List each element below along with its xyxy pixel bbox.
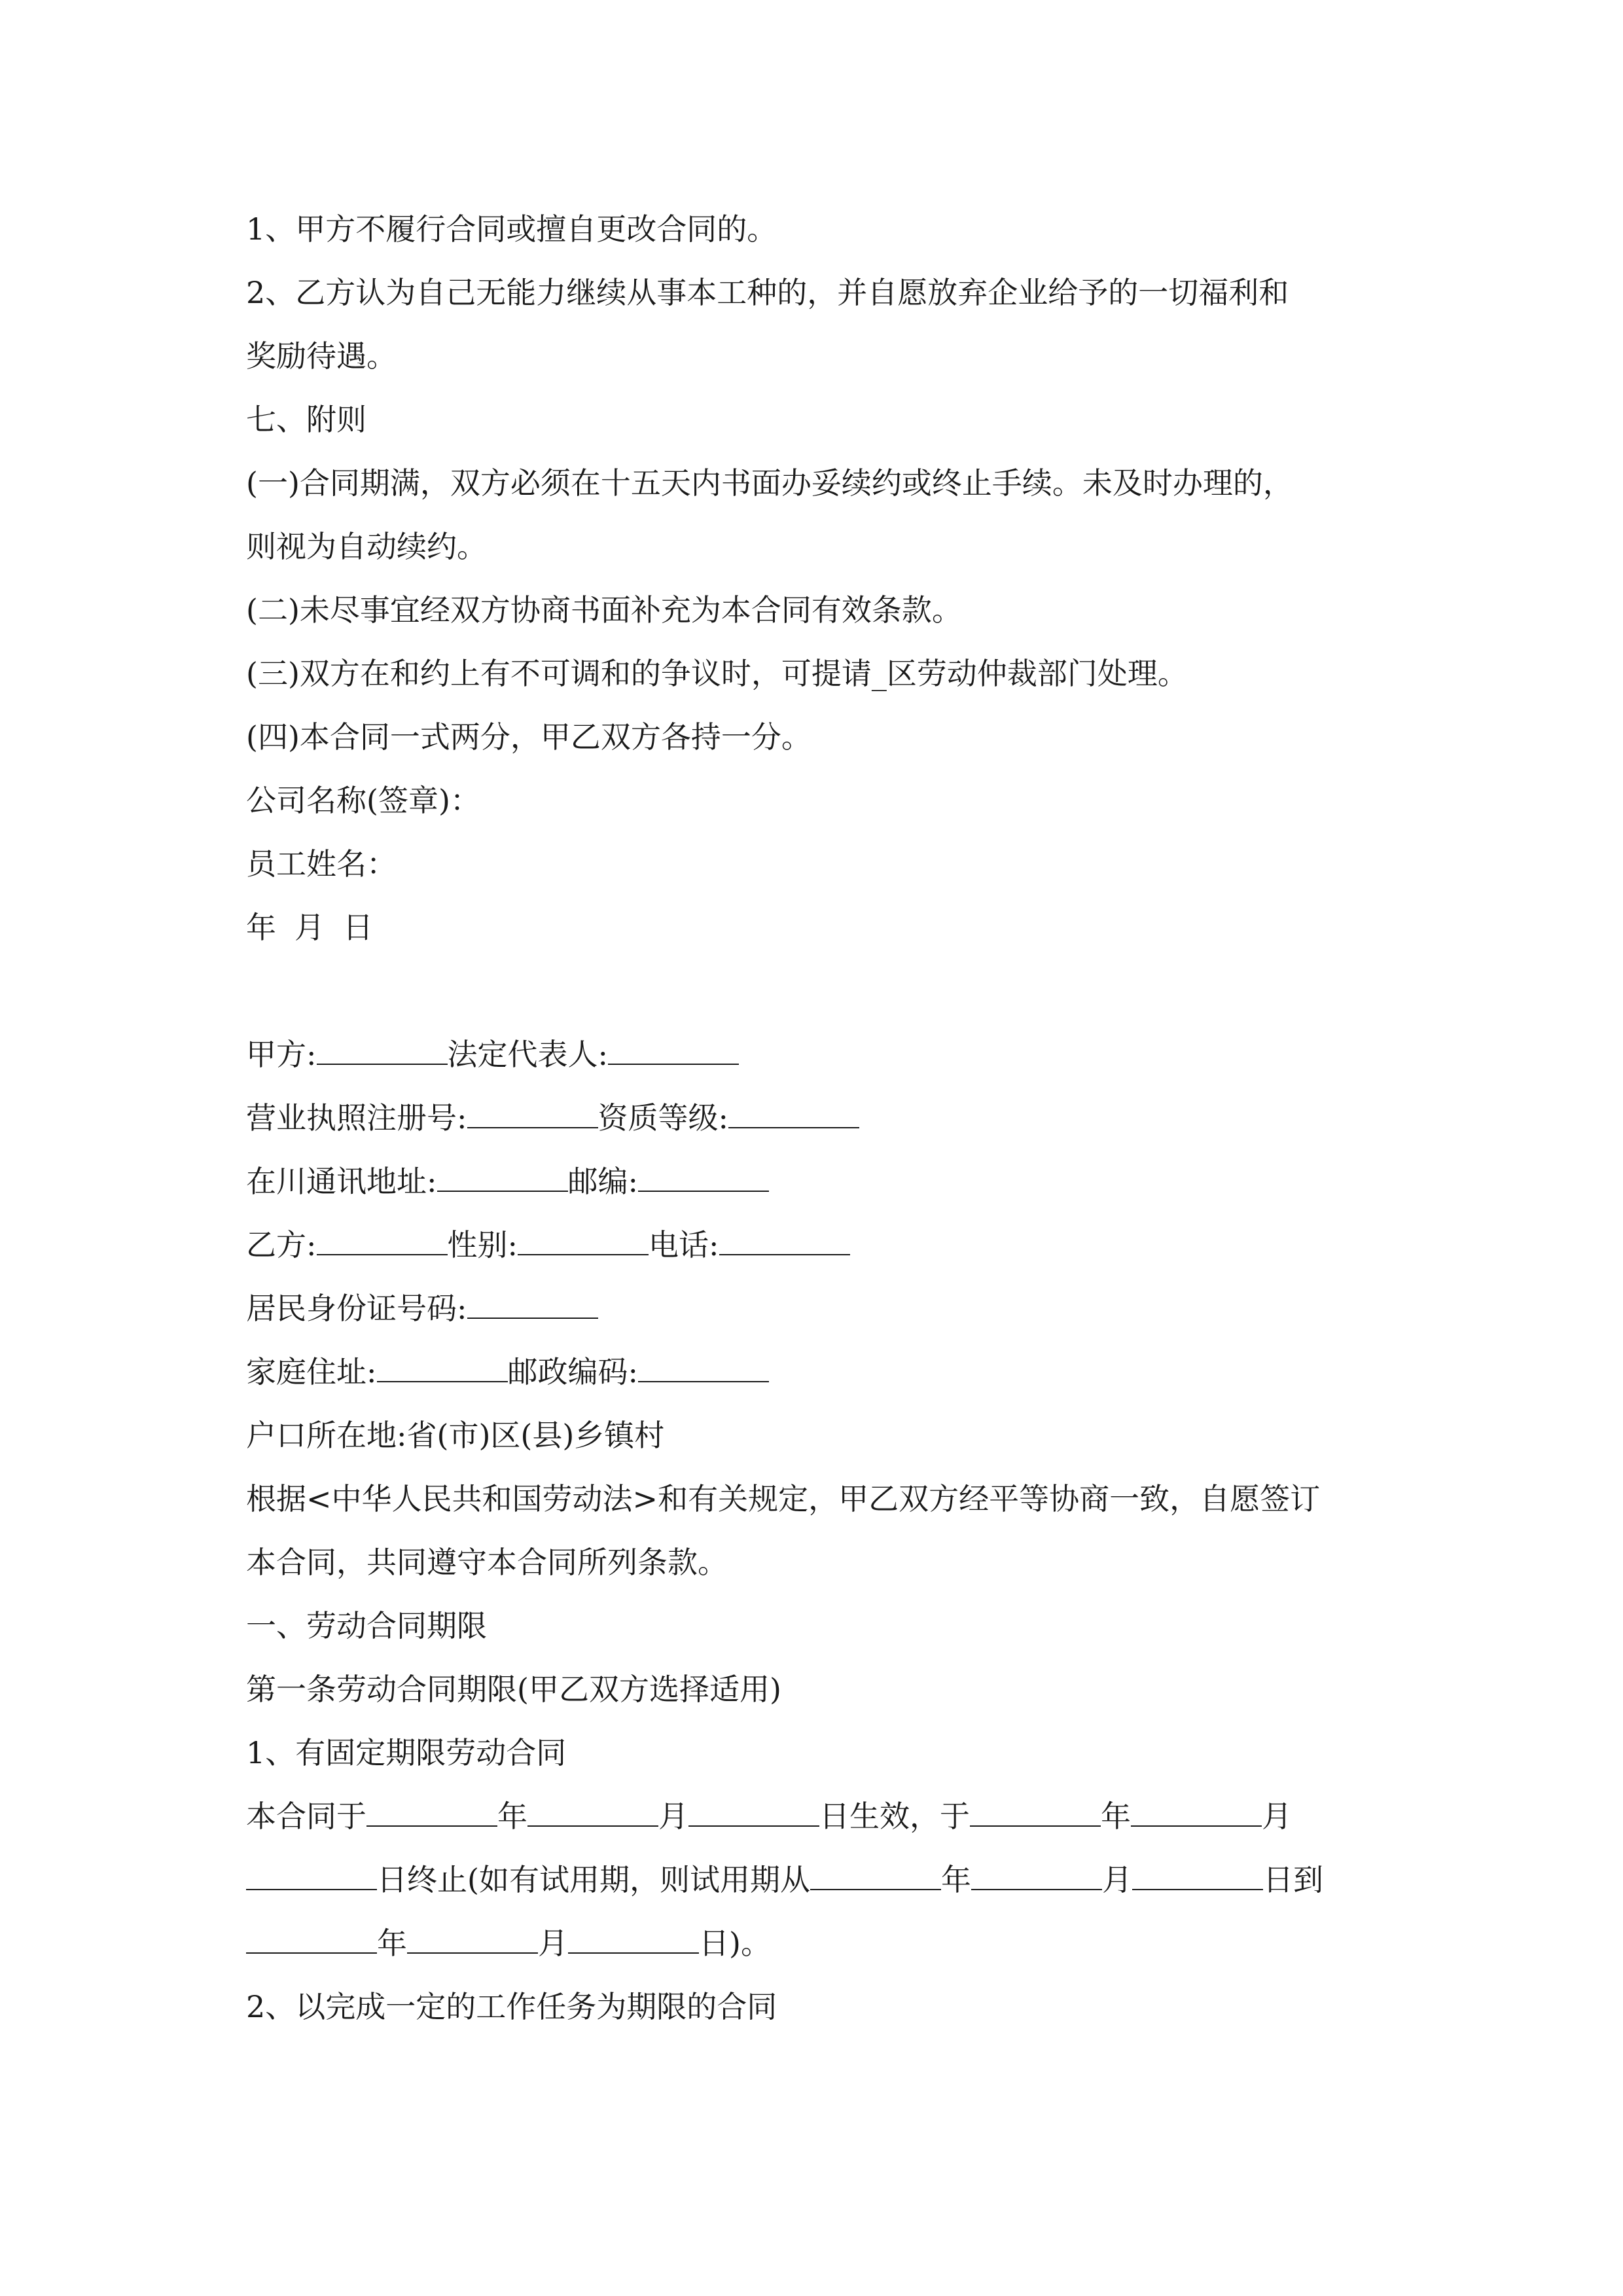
party-a-label: 甲方: bbox=[246, 1037, 317, 1072]
hukou-row: 户口所在地:省(市)区(县)乡镇村 bbox=[246, 1418, 665, 1453]
term-task-based: 2、以完成一定的工作任务为期限的合同 bbox=[246, 1989, 777, 2024]
postal-code-label: 邮政编码: bbox=[507, 1354, 638, 1390]
party-a-row bbox=[246, 1023, 1411, 1086]
preamble-line-1: 根据<中华人民共和国劳动法>和有关规定，甲乙双方经平等协商一致，自愿签订 bbox=[246, 1481, 1321, 1516]
id-label: 居民身份证号码: bbox=[246, 1291, 467, 1326]
end-year-blank[interactable] bbox=[970, 1799, 1101, 1827]
legal-rep-label: 法定代表人: bbox=[447, 1037, 608, 1072]
document-body bbox=[246, 198, 1411, 2039]
license-label: 营业执照注册号: bbox=[246, 1100, 467, 1136]
end-month-blank[interactable] bbox=[1131, 1799, 1262, 1827]
home-label: 家庭住址: bbox=[246, 1354, 377, 1390]
gender-blank[interactable] bbox=[518, 1228, 649, 1255]
address-label: 在川通讯地址: bbox=[246, 1164, 437, 1199]
month-label: 月 bbox=[658, 1799, 688, 1834]
signature-date bbox=[246, 896, 1411, 960]
effective-day-label: 日生效，于 bbox=[819, 1799, 970, 1834]
party-b-label: 乙方: bbox=[246, 1227, 317, 1263]
party-a-blank[interactable] bbox=[317, 1037, 448, 1065]
phone-blank[interactable] bbox=[719, 1228, 850, 1255]
signature-employee: 员工姓名： bbox=[246, 846, 397, 882]
party-b-row bbox=[246, 1213, 1411, 1277]
license-blank[interactable] bbox=[467, 1101, 598, 1128]
spacer bbox=[246, 960, 1411, 1023]
postal-code-blank[interactable] bbox=[638, 1355, 769, 1382]
term-dates-line-3 bbox=[246, 1912, 1411, 1975]
appendix-heading: 七、附则 bbox=[246, 402, 366, 437]
home-blank[interactable] bbox=[377, 1355, 508, 1382]
legal-rep-blank[interactable] bbox=[608, 1037, 739, 1065]
term-dates-line-1 bbox=[246, 1785, 1411, 1848]
signature-company: 公司名称(签章)： bbox=[246, 783, 480, 818]
appendix-clause-3: (三)双方在和约上有不可调和的争议时，可提请_区劳动仲裁部门处理。 bbox=[246, 656, 1188, 691]
home-row bbox=[246, 1340, 1411, 1404]
start-year-blank[interactable] bbox=[366, 1799, 497, 1827]
clause-item-1: 1、甲方不履行合同或擅自更改合同的。 bbox=[246, 211, 777, 247]
end-day-label: 日终止(如有试用期，则试用期从 bbox=[377, 1862, 810, 1897]
probation-end-year-blank[interactable] bbox=[246, 1926, 377, 1954]
id-row bbox=[246, 1277, 1411, 1340]
date-month: 月 bbox=[294, 910, 325, 945]
appendix-clause-2: (二)未尽事宜经双方协商书面补充为本合同有效条款。 bbox=[246, 592, 962, 628]
probation-year-blank[interactable] bbox=[810, 1863, 941, 1890]
clause-item-2-cont: 奖励待遇。 bbox=[246, 338, 397, 374]
appendix-clause-4: (四)本合同一式两分，甲乙双方各持一分。 bbox=[246, 719, 812, 755]
postcode-label: 邮编: bbox=[567, 1164, 638, 1199]
month-label: 月 bbox=[1101, 1862, 1132, 1897]
id-blank[interactable] bbox=[467, 1291, 598, 1319]
start-month-blank[interactable] bbox=[527, 1799, 658, 1827]
address-blank[interactable] bbox=[437, 1164, 568, 1192]
phone-label: 电话: bbox=[649, 1227, 719, 1263]
probation-month-blank[interactable] bbox=[971, 1863, 1102, 1890]
end-day-blank[interactable] bbox=[246, 1863, 377, 1890]
gender-label: 性别: bbox=[447, 1227, 518, 1263]
close-day-label: 日)。 bbox=[699, 1926, 771, 1961]
start-day-blank[interactable] bbox=[688, 1799, 819, 1827]
qualification-blank[interactable] bbox=[728, 1101, 859, 1128]
year-label: 年 bbox=[497, 1799, 527, 1834]
qualification-label: 资质等级: bbox=[597, 1100, 728, 1136]
month-label: 月 bbox=[538, 1926, 568, 1961]
party-b-blank[interactable] bbox=[317, 1228, 448, 1255]
term-dates-line-2 bbox=[246, 1848, 1411, 1912]
preamble-line-2: 本合同，共同遵守本合同所列条款。 bbox=[246, 1545, 728, 1580]
probation-end-month-blank[interactable] bbox=[407, 1926, 538, 1954]
postcode-blank[interactable] bbox=[638, 1164, 769, 1192]
probation-day-blank[interactable] bbox=[1132, 1863, 1263, 1890]
appendix-clause-1: (一)合同期满，双方必须在十五天内书面办妥续约或终止手续。未及时办理的， bbox=[246, 465, 1293, 501]
to-day-label: 日到 bbox=[1262, 1862, 1323, 1897]
term-heading: 一、劳动合同期限 bbox=[246, 1608, 487, 1643]
probation-end-day-blank[interactable] bbox=[568, 1926, 699, 1954]
year-label: 年 bbox=[940, 1862, 971, 1897]
appendix-clause-1-cont: 则视为自动续约。 bbox=[246, 529, 487, 564]
clause-item-2: 2、乙方认为自己无能力继续从事本工种的，并自愿放弃企业给予的一切福利和 bbox=[246, 275, 1289, 310]
term-fixed: 1、有固定期限劳动合同 bbox=[246, 1735, 567, 1770]
month-label: 月 bbox=[1262, 1799, 1292, 1834]
address-row bbox=[246, 1150, 1411, 1213]
year-label: 年 bbox=[377, 1926, 407, 1961]
date-day: 日 bbox=[343, 910, 373, 945]
date-year: 年 bbox=[246, 910, 276, 945]
effective-prefix: 本合同于 bbox=[246, 1799, 366, 1834]
term-article-1: 第一条劳动合同期限(甲乙双方选择适用) bbox=[246, 1672, 781, 1707]
license-row bbox=[246, 1086, 1411, 1150]
year-label: 年 bbox=[1101, 1799, 1131, 1834]
